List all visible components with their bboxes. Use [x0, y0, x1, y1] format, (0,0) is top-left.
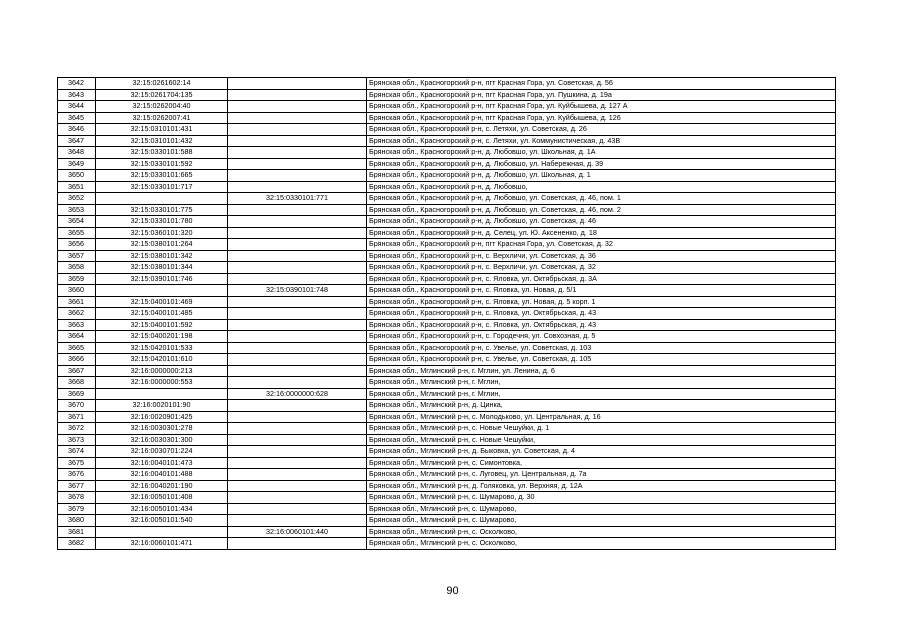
linked-cadastral-number-cell — [228, 457, 367, 469]
property-table-body — [58, 78, 836, 550]
row-number-cell: 3651 — [58, 181, 96, 193]
table-row — [58, 285, 836, 297]
table-row — [58, 354, 836, 366]
cadastral-number-cell: 32:15:0420101:610 — [96, 354, 228, 366]
linked-cadastral-number-cell — [228, 89, 367, 101]
linked-cadastral-number-cell — [228, 250, 367, 262]
address-cell: Брянская обл., Красногорский р-н, д. Любовшо, — [367, 181, 836, 193]
table-row — [58, 89, 836, 101]
linked-cadastral-number-cell — [228, 239, 367, 251]
cadastral-number-cell: 32:16:0040101:473 — [96, 457, 228, 469]
address-cell: Брянская обл., Мглинский р-н, д. Быковка, ул. Советская, д. 4 — [367, 446, 836, 458]
linked-cadastral-number-cell — [228, 377, 367, 389]
cadastral-number-cell: 32:16:0060101:471 — [96, 538, 228, 550]
row-number-cell: 3664 — [58, 331, 96, 343]
cadastral-number-cell — [96, 193, 228, 205]
linked-cadastral-number-cell — [228, 135, 367, 147]
address-cell: Брянская обл., Мглинский р-н, с. Луговец, ул. Центральная, д. 7а — [367, 469, 836, 481]
cadastral-number-cell: 32:15:0380101:342 — [96, 250, 228, 262]
row-number-cell: 3647 — [58, 135, 96, 147]
row-number-cell: 3646 — [58, 124, 96, 136]
linked-cadastral-number-cell — [228, 492, 367, 504]
cadastral-number-cell: 32:16:0020901:425 — [96, 411, 228, 423]
row-number-cell: 3678 — [58, 492, 96, 504]
address-cell: Брянская обл., Красногорский р-н, с. Верхличи, ул. Советская, д. 32 — [367, 262, 836, 274]
table-row — [58, 227, 836, 239]
linked-cadastral-number-cell: 32:16:0060101:440 — [228, 526, 367, 538]
address-cell: Брянская обл., Мглинский р-н, с. Молодьково, ул. Центральная, д. 16 — [367, 411, 836, 423]
linked-cadastral-number-cell — [228, 227, 367, 239]
cadastral-number-cell: 32:15:0400101:469 — [96, 296, 228, 308]
row-number-cell: 3663 — [58, 319, 96, 331]
address-cell: Брянская обл., Красногорский р-н, с. Летяхи, ул. Советская, д. 26 — [367, 124, 836, 136]
table-row — [58, 135, 836, 147]
linked-cadastral-number-cell — [228, 319, 367, 331]
address-cell: Брянская обл., Красногорский р-н, с. Яловка, ул. Новая, д. 5/1 — [367, 285, 836, 297]
linked-cadastral-number-cell — [228, 515, 367, 527]
row-number-cell: 3673 — [58, 434, 96, 446]
address-cell: Брянская обл., Красногорский р-н, с. Летяхи, ул. Коммунистическая, д. 43В — [367, 135, 836, 147]
linked-cadastral-number-cell — [228, 331, 367, 343]
address-cell: Брянская обл., Красногорский р-н, д. Любовшо, ул. Советская, д. 46, пом. 2 — [367, 204, 836, 216]
row-number-cell: 3660 — [58, 285, 96, 297]
address-cell: Брянская обл., Мглинский р-н, с. Шумарово, — [367, 503, 836, 515]
linked-cadastral-number-cell — [228, 78, 367, 90]
row-number-cell: 3674 — [58, 446, 96, 458]
table-row — [58, 503, 836, 515]
cadastral-number-cell: 32:15:0310101:432 — [96, 135, 228, 147]
row-number-cell: 3645 — [58, 112, 96, 124]
row-number-cell: 3680 — [58, 515, 96, 527]
row-number-cell: 3666 — [58, 354, 96, 366]
row-number-cell: 3652 — [58, 193, 96, 205]
address-cell: Брянская обл., Красногорский р-н, пгт Красная Гора, ул. Пушкина, д. 19а — [367, 89, 836, 101]
row-number-cell: 3670 — [58, 400, 96, 412]
table-row — [58, 296, 836, 308]
address-cell: Брянская обл., Красногорский р-н, с. Яловка, ул. Октябрьская, д. 43 — [367, 319, 836, 331]
address-cell: Брянская обл., Мглинский р-н, с. Шумарово, — [367, 515, 836, 527]
linked-cadastral-number-cell — [228, 354, 367, 366]
row-number-cell: 3650 — [58, 170, 96, 182]
row-number-cell: 3665 — [58, 342, 96, 354]
linked-cadastral-number-cell — [228, 181, 367, 193]
address-cell: Брянская обл., Красногорский р-н, д. Селец, ул. Ю. Аксененко, д. 18 — [367, 227, 836, 239]
linked-cadastral-number-cell — [228, 216, 367, 228]
row-number-cell: 3681 — [58, 526, 96, 538]
table-row — [58, 250, 836, 262]
cadastral-number-cell: 32:15:0330101:588 — [96, 147, 228, 159]
linked-cadastral-number-cell — [228, 124, 367, 136]
linked-cadastral-number-cell — [228, 170, 367, 182]
cadastral-number-cell: 32:15:0420101:533 — [96, 342, 228, 354]
address-cell: Брянская обл., Мглинский р-н, с. Осколково, — [367, 526, 836, 538]
table-row — [58, 204, 836, 216]
table-row — [58, 273, 836, 285]
cadastral-number-cell: 32:15:0330101:717 — [96, 181, 228, 193]
address-cell: Брянская обл., Мглинский р-н, г. Мглин, ул. Ленина, д. 6 — [367, 365, 836, 377]
row-number-cell: 3677 — [58, 480, 96, 492]
linked-cadastral-number-cell — [228, 101, 367, 113]
row-number-cell: 3676 — [58, 469, 96, 481]
table-row — [58, 216, 836, 228]
row-number-cell: 3649 — [58, 158, 96, 170]
address-cell: Брянская обл., Мглинский р-н, с. Новые Чешуйки, д. 1 — [367, 423, 836, 435]
row-number-cell: 3669 — [58, 388, 96, 400]
address-cell: Брянская обл., Мглинский р-н, д. Цинка, — [367, 400, 836, 412]
linked-cadastral-number-cell: 32:16:0000000:628 — [228, 388, 367, 400]
table-row — [58, 262, 836, 274]
table-row — [58, 377, 836, 389]
cadastral-number-cell: 32:15:0261704:135 — [96, 89, 228, 101]
address-cell: Брянская обл., Красногорский р-н, с. Яловка, ул. Октябрьская, д. 43 — [367, 308, 836, 320]
address-cell: Брянская обл., Красногорский р-н, с. Городечня, ул. Совхозная, д. 5 — [367, 331, 836, 343]
linked-cadastral-number-cell — [228, 538, 367, 550]
row-number-cell: 3661 — [58, 296, 96, 308]
row-number-cell: 3667 — [58, 365, 96, 377]
address-cell: Брянская обл., Красногорский р-н, д. Любовшо, ул. Советская, д. 46 — [367, 216, 836, 228]
address-cell: Брянская обл., Красногорский р-н, д. Любовшо, ул. Школьная, д. 1А — [367, 147, 836, 159]
address-cell: Брянская обл., Мглинский р-н, д. Голяковка, ул. Верхняя, д. 12А — [367, 480, 836, 492]
cadastral-number-cell: 32:16:0050101:434 — [96, 503, 228, 515]
row-number-cell: 3644 — [58, 101, 96, 113]
cadastral-number-cell — [96, 388, 228, 400]
table-row — [58, 101, 836, 113]
table-row — [58, 124, 836, 136]
row-number-cell: 3668 — [58, 377, 96, 389]
cadastral-number-cell: 32:15:0330101:780 — [96, 216, 228, 228]
cadastral-number-cell: 32:15:0330101:592 — [96, 158, 228, 170]
table-row — [58, 515, 836, 527]
table-row — [58, 158, 836, 170]
linked-cadastral-number-cell: 32:15:0330101:771 — [228, 193, 367, 205]
linked-cadastral-number-cell — [228, 158, 367, 170]
address-cell: Брянская обл., Мглинский р-н, с. Шумарово, д. 30 — [367, 492, 836, 504]
linked-cadastral-number-cell — [228, 308, 367, 320]
cadastral-number-cell: 32:16:0030301:278 — [96, 423, 228, 435]
cadastral-number-cell: 32:15:0400101:592 — [96, 319, 228, 331]
row-number-cell: 3679 — [58, 503, 96, 515]
row-number-cell: 3653 — [58, 204, 96, 216]
linked-cadastral-number-cell — [228, 480, 367, 492]
table-row — [58, 319, 836, 331]
cadastral-number-cell: 32:15:0380101:264 — [96, 239, 228, 251]
row-number-cell: 3659 — [58, 273, 96, 285]
address-cell: Брянская обл., Красногорский р-н, пгт Красная Гора, ул. Куйбышева, д. 127 А — [367, 101, 836, 113]
table-row — [58, 112, 836, 124]
table-row — [58, 365, 836, 377]
row-number-cell: 3682 — [58, 538, 96, 550]
linked-cadastral-number-cell — [228, 423, 367, 435]
linked-cadastral-number-cell — [228, 296, 367, 308]
table-row — [58, 423, 836, 435]
table-row — [58, 411, 836, 423]
table-row — [58, 181, 836, 193]
address-cell: Брянская обл., Красногорский р-н, с. Увелье, ул. Советская, д. 105 — [367, 354, 836, 366]
table-row — [58, 434, 836, 446]
cadastral-number-cell — [96, 285, 228, 297]
row-number-cell: 3654 — [58, 216, 96, 228]
cadastral-number-cell: 32:16:0030701:224 — [96, 446, 228, 458]
cadastral-number-cell: 32:15:0380101:344 — [96, 262, 228, 274]
address-cell: Брянская обл., Красногорский р-н, д. Любовшо, ул. Советская, д. 46, пом. 1 — [367, 193, 836, 205]
table-row — [58, 400, 836, 412]
address-cell: Брянская обл., Мглинский р-н, г. Мглин, — [367, 388, 836, 400]
row-number-cell: 3648 — [58, 147, 96, 159]
cadastral-number-cell: 32:16:0050101:408 — [96, 492, 228, 504]
table-row — [58, 147, 836, 159]
table-row — [58, 308, 836, 320]
cadastral-number-cell: 32:16:0050101:540 — [96, 515, 228, 527]
table-row — [58, 239, 836, 251]
address-cell: Брянская обл., Красногорский р-н, с. Верхличи, ул. Советская, д. 36 — [367, 250, 836, 262]
row-number-cell: 3662 — [58, 308, 96, 320]
cadastral-number-cell — [96, 526, 228, 538]
table-row — [58, 526, 836, 538]
linked-cadastral-number-cell — [228, 400, 367, 412]
cadastral-number-cell: 32:16:0020101:90 — [96, 400, 228, 412]
table-row — [58, 342, 836, 354]
property-table — [57, 77, 836, 550]
page-number: 90 — [446, 585, 459, 597]
cadastral-number-cell: 32:15:0262004:40 — [96, 101, 228, 113]
cadastral-number-cell: 32:16:0040201:190 — [96, 480, 228, 492]
table-row — [58, 193, 836, 205]
address-cell: Брянская обл., Красногорский р-н, д. Любовшо, ул. Школьная, д. 1 — [367, 170, 836, 182]
linked-cadastral-number-cell — [228, 503, 367, 515]
cadastral-number-cell: 32:15:0310101:431 — [96, 124, 228, 136]
linked-cadastral-number-cell: 32:15:0390101:748 — [228, 285, 367, 297]
table-row — [58, 492, 836, 504]
cadastral-number-cell: 32:15:0390101:746 — [96, 273, 228, 285]
linked-cadastral-number-cell — [228, 112, 367, 124]
row-number-cell: 3656 — [58, 239, 96, 251]
table-row — [58, 388, 836, 400]
cadastral-number-cell: 32:15:0262007:41 — [96, 112, 228, 124]
row-number-cell: 3657 — [58, 250, 96, 262]
table-row — [58, 538, 836, 550]
address-cell: Брянская обл., Красногорский р-н, с. Увелье, ул. Советская, д. 103 — [367, 342, 836, 354]
row-number-cell: 3655 — [58, 227, 96, 239]
cadastral-number-cell: 32:15:0330101:665 — [96, 170, 228, 182]
linked-cadastral-number-cell — [228, 365, 367, 377]
linked-cadastral-number-cell — [228, 342, 367, 354]
row-number-cell: 3658 — [58, 262, 96, 274]
address-cell: Брянская обл., Красногорский р-н, пгт Красная Гора, ул. Советская, д. 32 — [367, 239, 836, 251]
table-row — [58, 457, 836, 469]
linked-cadastral-number-cell — [228, 273, 367, 285]
cadastral-number-cell: 32:16:0000000:553 — [96, 377, 228, 389]
cadastral-number-cell: 32:15:0330101:775 — [96, 204, 228, 216]
table-row — [58, 331, 836, 343]
row-number-cell: 3642 — [58, 78, 96, 90]
cadastral-number-cell: 32:15:0261602:14 — [96, 78, 228, 90]
address-cell: Брянская обл., Красногорский р-н, пгт Красная Гора, ул. Советская, д. 56 — [367, 78, 836, 90]
row-number-cell: 3671 — [58, 411, 96, 423]
address-cell: Брянская обл., Мглинский р-н, с. Новые Чешуйки, — [367, 434, 836, 446]
table-row — [58, 480, 836, 492]
table-row — [58, 78, 836, 90]
linked-cadastral-number-cell — [228, 434, 367, 446]
row-number-cell: 3675 — [58, 457, 96, 469]
address-cell: Брянская обл., Мглинский р-н, с. Осколково, — [367, 538, 836, 550]
cadastral-number-cell: 32:15:0360101:320 — [96, 227, 228, 239]
table-row — [58, 469, 836, 481]
row-number-cell: 3643 — [58, 89, 96, 101]
cadastral-number-cell: 32:15:0400101:485 — [96, 308, 228, 320]
address-cell: Брянская обл., Красногорский р-н, д. Любовшо, ул. Набережная, д. 39 — [367, 158, 836, 170]
address-cell: Брянская обл., Красногорский р-н, пгт Красная Гора, ул. Куйбышева, д. 126 — [367, 112, 836, 124]
address-cell: Брянская обл., Красногорский р-н, с. Яловка, ул. Октябрьская, д. 3А — [367, 273, 836, 285]
linked-cadastral-number-cell — [228, 262, 367, 274]
linked-cadastral-number-cell — [228, 147, 367, 159]
cadastral-number-cell: 32:15:0400201:198 — [96, 331, 228, 343]
address-cell: Брянская обл., Красногорский р-н, с. Яловка, ул. Новая, д. 5 корп. 1 — [367, 296, 836, 308]
table-row — [58, 170, 836, 182]
linked-cadastral-number-cell — [228, 204, 367, 216]
address-cell: Брянская обл., Мглинский р-н, с. Симонтовка, — [367, 457, 836, 469]
address-cell: Брянская обл., Мглинский р-н, г. Мглин, — [367, 377, 836, 389]
row-number-cell: 3672 — [58, 423, 96, 435]
cadastral-number-cell: 32:16:0030301:300 — [96, 434, 228, 446]
linked-cadastral-number-cell — [228, 446, 367, 458]
linked-cadastral-number-cell — [228, 469, 367, 481]
linked-cadastral-number-cell — [228, 411, 367, 423]
table-row — [58, 446, 836, 458]
cadastral-number-cell: 32:16:0000000:213 — [96, 365, 228, 377]
cadastral-number-cell: 32:16:0040101:488 — [96, 469, 228, 481]
